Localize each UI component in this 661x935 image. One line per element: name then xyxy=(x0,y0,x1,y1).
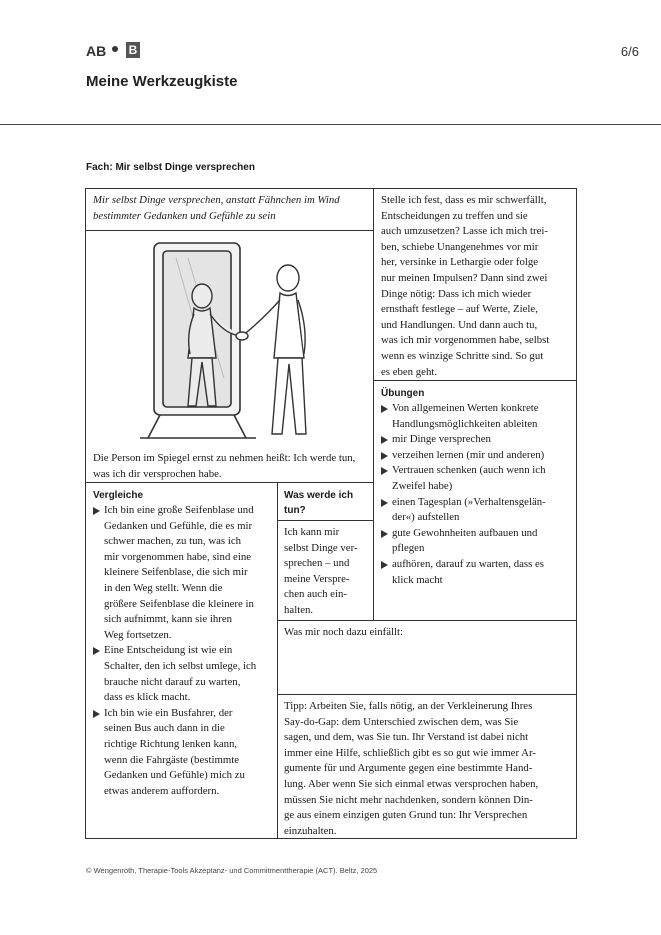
problem-description-cell xyxy=(373,188,577,381)
problem-description: Stelle ich fest, dass es mir schwerfällt, Entscheidungen zu treffen und sie auch umzusetzen? Lasse ich mich trei- ben, schiebe Unangenehmes vor mir her, versinke in Lethargie oder folge nur meinen Impulsen? Dann sind zwei Dinge nötig: Dass ich mich wieder ernsthaft festlege – auf Werte, Ziele, und Handlungen. Und dann auch tu, was ich mir vorgenommen habe, selbst wenn es winzige Schritte sind. So gut es eben geht. xyxy=(381,194,550,378)
exercise-item: Von allgemeinen Werten konkrete Handlungsmöglichkeiten ableiten xyxy=(381,401,575,432)
comparisons-cell xyxy=(85,482,278,839)
tip-cell xyxy=(277,694,577,839)
tip-text: Tipp: Arbeiten Sie, falls nötig, an der Verkleinerung Ihres Say-do-Gap: dem Unterschied zwischen dem, was Sie sagen, und dem, was Sie tun. Ihr Verstand ist dabei nicht immer eine Hilfe, schließlich gibt es so gut wie immer Ar- gumente für und Argumente gegen eine bestimmte Hand- lung. Aber wenn Sie sich einmal etwas versprochen haben, müssen Sie nicht mehr nachdenken, sondern können Din- ge aus einem einzigen guten Grund tun: Ihr Versprechen einzuhalten. xyxy=(284,700,539,837)
mirror-illustration xyxy=(136,238,326,446)
comparison-item: Ich bin eine große Seifenblase und Gedanken und Gefühle, die es mir schwer machen, zu tun, was ich mir vorgenommen habe, sind eine kleinere Seifenblase, die sich mir in den Weg stellt. Wenn die größere Seifenblase die kleinere in sich aufnimmt, kann sie ihren Weg fortsetzen. xyxy=(93,503,275,643)
intro-heading: Mir selbst Dinge versprechen, anstatt Fähnchen im Wind bestimmter Gedanken und Gefühle zu sein xyxy=(93,194,340,222)
subject-heading: Fach: Mir selbst Dinge versprechen xyxy=(86,162,255,173)
exercise-item: mir Dinge versprechen xyxy=(381,432,575,448)
notes-label: Was mir noch dazu einfällt: xyxy=(284,626,404,638)
exercise-item: einen Tagesplan (»Verhaltensgelän- der«) aufstellen xyxy=(381,495,575,526)
comparisons-list xyxy=(93,503,275,799)
notes-cell[interactable] xyxy=(277,620,577,695)
illustration-cell xyxy=(85,230,374,483)
exercises-cell xyxy=(373,380,577,621)
copyright-footer: © Wengenroth, Therapie-Tools Akzeptanz- und Commitmenttherapie (ACT). Beltz, 2025 xyxy=(86,866,378,875)
exercise-item: aufhören, darauf zu warten, dass es klick macht xyxy=(381,557,575,588)
level-badge: B xyxy=(126,42,140,58)
exercise-item: gute Gewohnheiten aufbauen und pflegen xyxy=(381,526,575,557)
header-divider xyxy=(0,124,661,125)
page-title: Meine Werkzeugkiste xyxy=(86,73,238,90)
exercises-list xyxy=(381,401,575,588)
action-answer-cell xyxy=(277,520,374,621)
action-heading: Was werde ich tun? xyxy=(284,490,354,516)
exercise-item: verzeihen lernen (mir und anderen) xyxy=(381,448,575,464)
page-number: 6/6 xyxy=(620,44,639,59)
action-heading-cell xyxy=(277,482,374,521)
comparison-item: Eine Entscheidung ist wie ein Schalter, den ich selbst umlege, ich brauche nicht darauf zu warten, dass es klick macht. xyxy=(93,643,275,705)
comparisons-heading: Vergleiche xyxy=(93,490,144,501)
exercise-item: Vertrauen schenken (auch wenn ich Zweifel habe) xyxy=(381,463,575,494)
separator-dot xyxy=(112,46,118,52)
action-answer: Ich kann mir selbst Dinge ver- sprechen – und meine Verspre- chen auch ein- halten. xyxy=(284,526,358,616)
comparison-item: Ich bin wie ein Busfahrer, der seinen Bus auch dann in die richtige Richtung lenken kann, wenn die Fahrgäste (bestimmte Gedanken und Gefühle) mich zu etwas anderem auffordern. xyxy=(93,706,275,800)
worksheet-type: AB xyxy=(86,43,107,59)
illustration-caption: Die Person im Spiegel ernst zu nehmen heißt: Ich werde tun, was ich dir versprochen habe. xyxy=(93,452,356,480)
exercises-heading: Übungen xyxy=(381,388,425,399)
intro-heading-cell xyxy=(85,188,374,231)
